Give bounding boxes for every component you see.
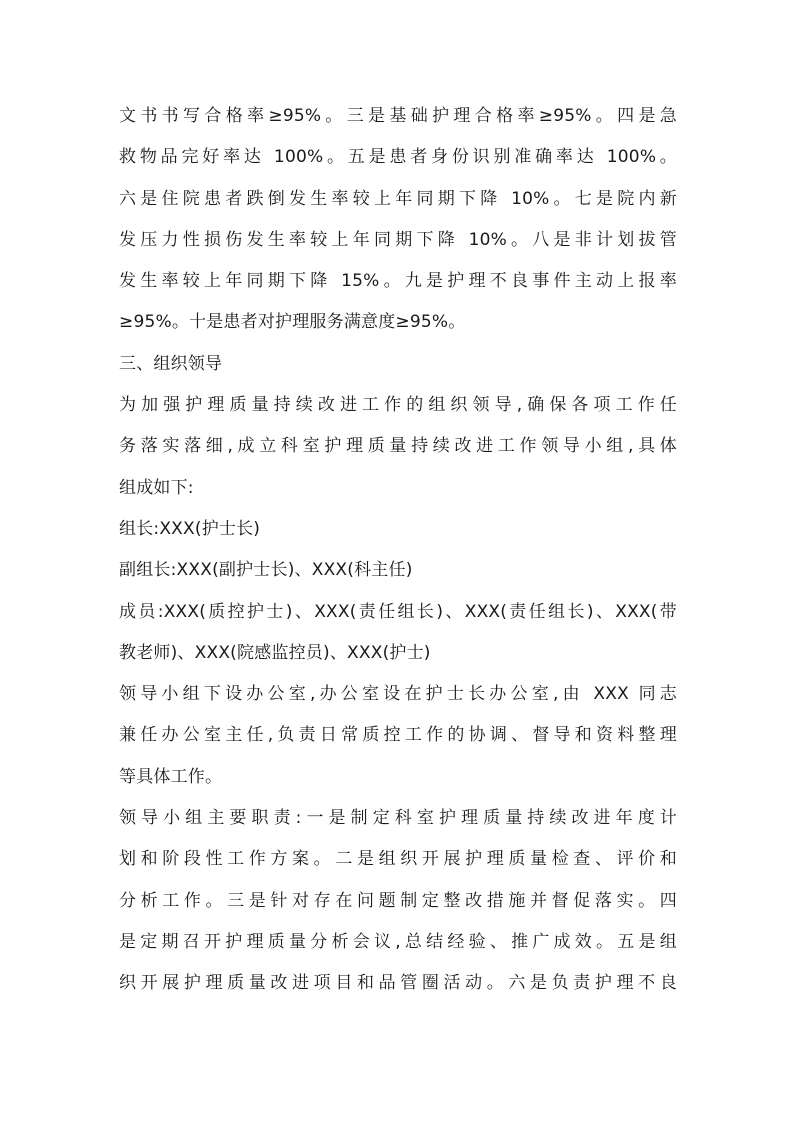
body-text	[119, 96, 677, 1005]
text-line: 织开展护理质量改进项目和品管圈活动。六是负责护理不良	[119, 973, 677, 994]
text-line: 发生率较上年同期下降 15%。九是护理不良事件主动上报率	[119, 271, 677, 292]
text-line: 务落实落细,成立科室护理质量持续改进工作领导小组,具体	[119, 436, 677, 457]
text-line: 教老师)、XXX(院感监控员)、XXX(护士)	[119, 642, 431, 663]
text-line: 划和阶段性工作方案。二是组织开展护理质量检查、评价和	[119, 849, 677, 870]
text-line: 组成如下:	[119, 477, 194, 498]
text-line: ≥95%。十是患者对护理服务满意度≥95%。	[119, 312, 466, 333]
text-line: 三、组织领导	[119, 353, 223, 374]
text-line: 六是住院患者跌倒发生率较上年同期下降 10%。七是院内新	[119, 188, 677, 209]
text-line: 文书书写合格率≥95%。三是基础护理合格率≥95%。四是急	[119, 106, 677, 126]
text-line: 为加强护理质量持续改进工作的组织领导,确保各项工作任	[119, 395, 677, 416]
text-line: 组长:XXX(护士长)	[119, 518, 261, 539]
text-line: 兼任办公室主任,负责日常质控工作的协调、督导和资料整理	[119, 725, 677, 746]
text-line: 领导小组主要职责:一是制定科室护理质量持续改进年度计	[119, 808, 677, 829]
text-line: 是定期召开护理质量分析会议,总结经验、推广成效。五是组	[119, 931, 677, 952]
text-line: 领导小组下设办公室,办公室设在护士长办公室,由 XXX 同志	[119, 684, 677, 705]
text-line: 发压力性损伤发生率较上年同期下降 10%。八是非计划拔管	[119, 229, 677, 250]
text-line: 救物品完好率达 100%。五是患者身份识别准确率达 100%。	[119, 147, 677, 168]
text-line: 成员:XXX(质控护士)、XXX(责任组长)、XXX(责任组长)、XXX(带	[119, 601, 677, 622]
text-line: 分析工作。三是针对存在问题制定整改措施并督促落实。四	[119, 890, 677, 911]
text-line: 等具体工作。	[119, 766, 223, 787]
text-line: 副组长:XXX(副护士长)、XXX(科主任)	[119, 560, 413, 581]
